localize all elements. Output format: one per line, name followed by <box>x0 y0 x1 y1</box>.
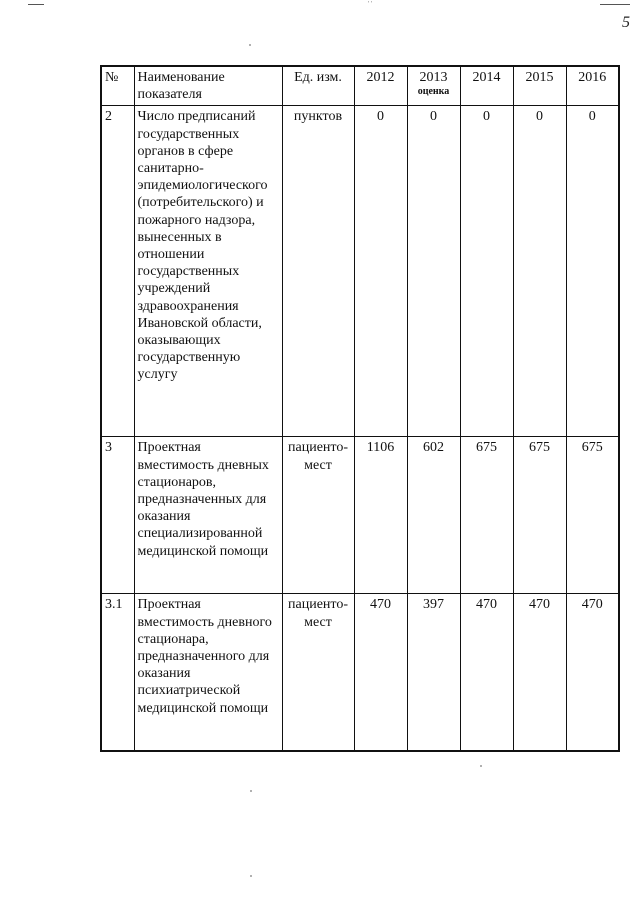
row-value-2012: 0 <box>354 106 407 437</box>
header-2013-note: оценка <box>417 86 450 98</box>
row-value-2014: 470 <box>460 594 513 751</box>
scan-speck <box>250 875 252 877</box>
header-num: № <box>101 66 134 106</box>
row-num: 3 <box>101 437 134 594</box>
scan-edge-line-left <box>28 4 44 5</box>
header-2015: 2015 <box>513 66 566 106</box>
table-row <box>101 106 619 437</box>
row-value-2015: 675 <box>513 437 566 594</box>
row-value-2012: 470 <box>354 594 407 751</box>
header-name: Наименование показателя <box>134 66 282 106</box>
row-name: Проектная вместимость дневного стационара, предназначенного для оказания психиатрической медицинской помощи <box>134 594 282 751</box>
header-2012: 2012 <box>354 66 407 106</box>
row-value-2012: 1106 <box>354 437 407 594</box>
scan-speck <box>480 765 482 767</box>
row-unit: пациенто-мест <box>282 594 354 751</box>
row-name: Число предписаний государственных органов в сфере санитарно-эпидемиологического (потребительского) и пожарного надзора, вынесенных в отношении государственных учреждений здравоохранения Ивановской области, оказывающих государственную услугу <box>134 106 282 437</box>
row-value-2013: 0 <box>407 106 460 437</box>
row-value-2016: 470 <box>566 594 619 751</box>
table-row <box>101 437 619 594</box>
scan-edge-line-right <box>600 4 630 5</box>
scan-mark: ' ' <box>368 0 373 8</box>
scan-speck <box>249 44 251 46</box>
indicators-table <box>100 65 620 752</box>
row-num: 2 <box>101 106 134 437</box>
row-value-2014: 0 <box>460 106 513 437</box>
page-number: 5 <box>622 14 630 31</box>
header-unit: Ед. изм. <box>282 66 354 106</box>
header-2013-year: 2013 <box>419 70 448 85</box>
header-2013 <box>407 66 460 106</box>
header-2014: 2014 <box>460 66 513 106</box>
row-value-2016: 675 <box>566 437 619 594</box>
header-row <box>101 66 619 106</box>
row-value-2015: 0 <box>513 106 566 437</box>
row-name: Проектная вместимость дневных стационаров, предназначенных для оказания специализированной медицинской помощи <box>134 437 282 594</box>
row-unit: пунктов <box>282 106 354 437</box>
row-unit: пациенто-мест <box>282 437 354 594</box>
table-row <box>101 594 619 751</box>
scan-speck <box>250 790 252 792</box>
row-value-2013: 602 <box>407 437 460 594</box>
row-value-2015: 470 <box>513 594 566 751</box>
header-2016: 2016 <box>566 66 619 106</box>
row-value-2016: 0 <box>566 106 619 437</box>
row-num: 3.1 <box>101 594 134 751</box>
row-value-2014: 675 <box>460 437 513 594</box>
row-value-2013: 397 <box>407 594 460 751</box>
